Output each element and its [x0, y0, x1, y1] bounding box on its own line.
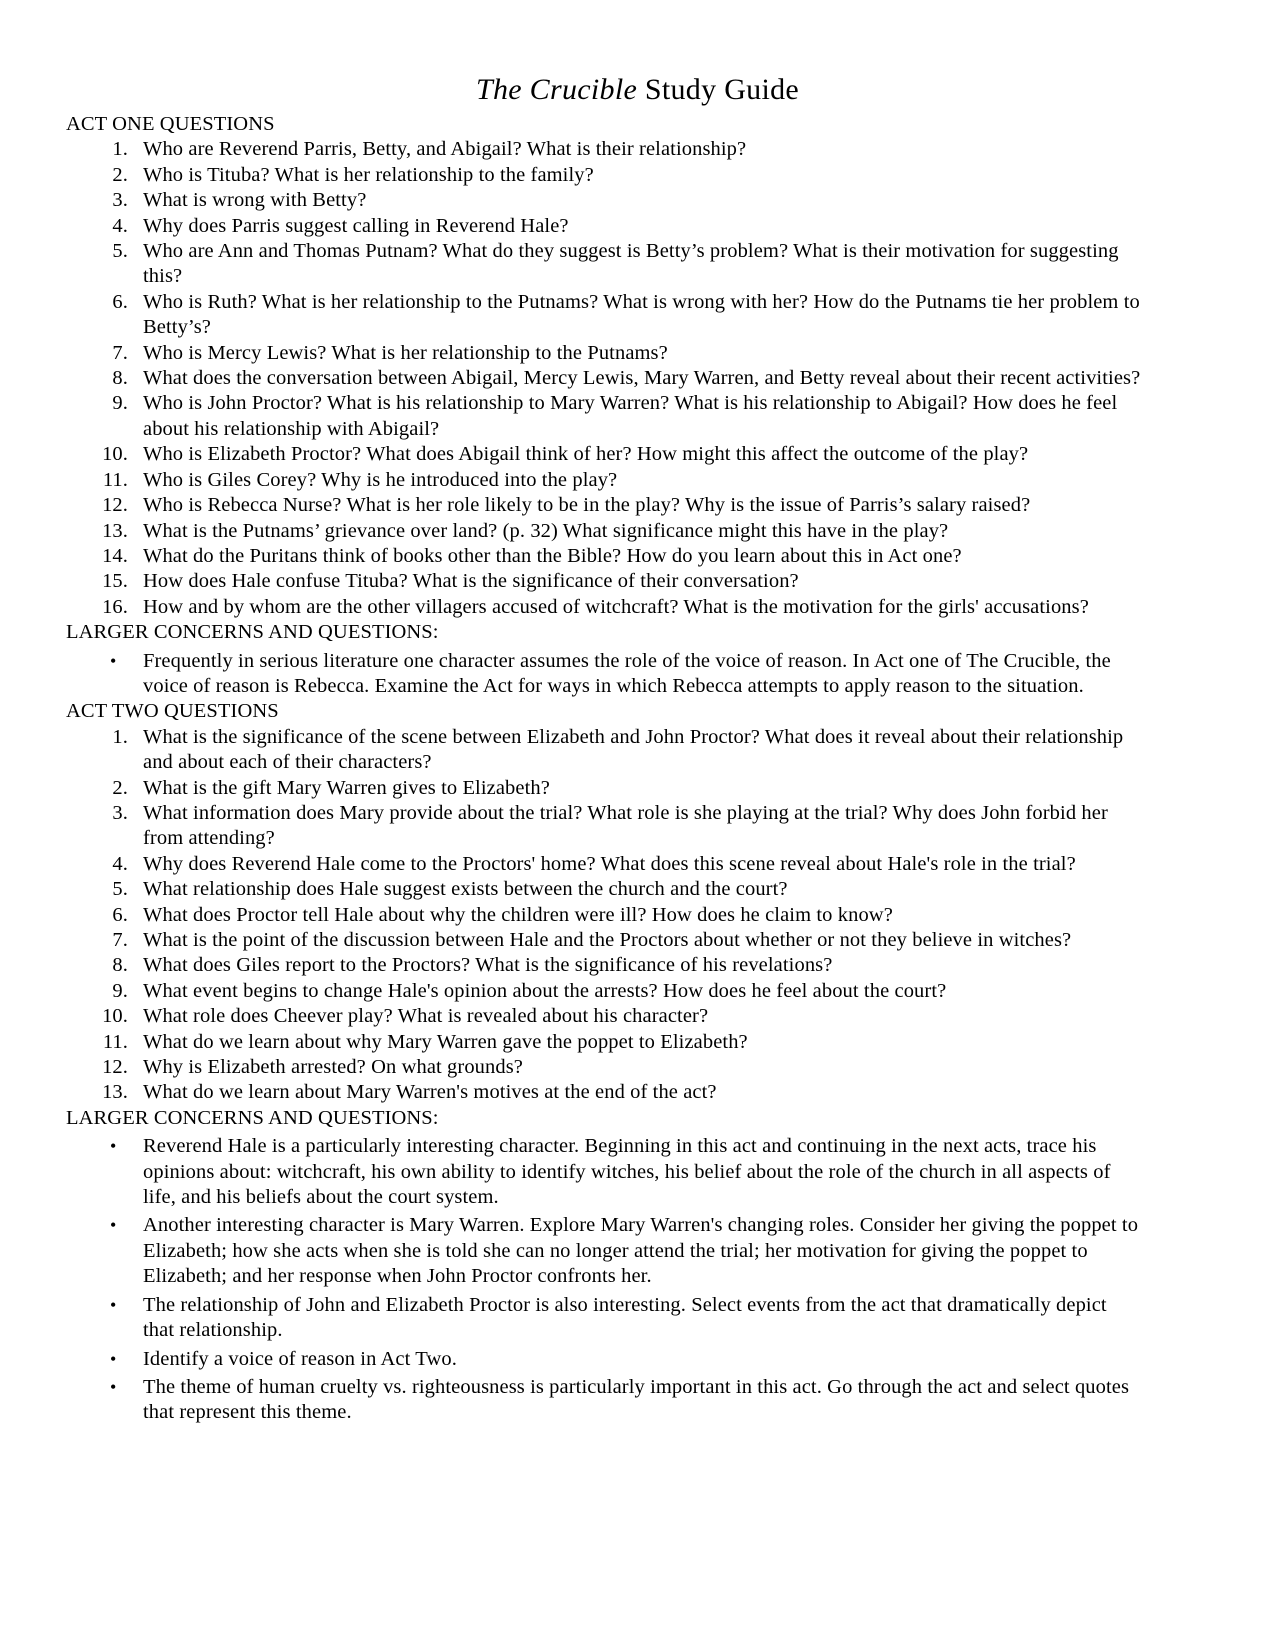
bullet-item: [66, 1293, 1142, 1344]
section-heading: ACT ONE QUESTIONS: [66, 113, 275, 135]
item-number: 4.: [112, 852, 128, 875]
question-item: [66, 239, 1142, 290]
item-text: Identify a voice of reason in Act Two.: [143, 1347, 457, 1370]
item-number: 15.: [102, 570, 128, 593]
question-item: [66, 903, 1142, 928]
item-number: 3.: [112, 189, 128, 212]
item-number: 4.: [112, 214, 128, 237]
item-text: What is the significance of the scene between Elizabeth and John Proctor? What does it reveal about their relationship and about each of their characters?: [143, 725, 1124, 774]
document-title: [0, 70, 1275, 110]
item-text: Why does Parris suggest calling in Reverend Hale?: [143, 214, 569, 237]
item-text: Who is Giles Corey? Why is he introduced into the play?: [143, 468, 618, 491]
item-number: 12.: [102, 494, 128, 517]
item-text: What is the point of the discussion between Hale and the Proctors about whether or not they believe in witches?: [143, 929, 1072, 951]
question-item: [66, 163, 1142, 188]
section-heading: ACT TWO QUESTIONS: [66, 700, 279, 723]
numbered-question-list: [66, 137, 1142, 620]
item-number: 5.: [112, 240, 128, 263]
question-item: [66, 953, 1142, 978]
item-number: 5.: [112, 878, 128, 901]
item-number: 1.: [112, 138, 128, 161]
item-text: What event begins to change Hale's opinion about the arrests? How does he feel about the court?: [143, 979, 947, 1002]
bullet-item: [66, 1375, 1142, 1426]
question-item: [66, 468, 1142, 493]
section-heading: LARGER CONCERNS AND QUESTIONS:: [66, 621, 439, 644]
item-text: How does Hale confuse Tituba? What is the significance of their conversation?: [143, 570, 799, 593]
question-item: [66, 519, 1142, 544]
item-text: Another interesting character is Mary Warren. Explore Mary Warren's changing roles. Consider her giving the poppet to Elizabeth; how she acts when she is told she can no longer attend the trial; her motivation for giving the poppet to Elizabeth; and her response when John Proctor confronts her.: [143, 1214, 1139, 1288]
item-text: The relationship of John and Elizabeth Proctor is also interesting. Select events from the act that dramatically depict that relationship.: [143, 1293, 1107, 1342]
document-body: [66, 112, 1142, 1426]
item-number: 11.: [102, 468, 128, 491]
item-number: 14.: [102, 544, 128, 567]
question-item: [66, 188, 1142, 213]
item-text: What do we learn about why Mary Warren gave the poppet to Elizabeth?: [143, 1030, 748, 1053]
item-number: 13.: [102, 519, 128, 542]
item-text: What do we learn about Mary Warren's motives at the end of the act?: [143, 1081, 717, 1104]
question-item: [66, 391, 1142, 442]
item-text: The theme of human cruelty vs. righteousness is particularly important in this act. Go through the act and select quotes that represent this theme.: [143, 1375, 1130, 1424]
question-item: [66, 1030, 1142, 1055]
item-text: Who is Tituba? What is her relationship to the family?: [143, 163, 594, 186]
title-suffix: Study Guide: [637, 73, 800, 106]
item-text: Who are Ann and Thomas Putnam? What do they suggest is Betty’s problem? What is their motivation for suggesting this?: [143, 240, 1119, 288]
bullet-icon: •: [110, 650, 117, 671]
question-item: [66, 493, 1142, 518]
bullet-icon: •: [110, 1215, 117, 1236]
bulleted-concern-list: [66, 649, 1142, 700]
item-text: What does Giles report to the Proctors? What is the significance of his revelations?: [143, 954, 833, 977]
item-number: 9.: [112, 392, 128, 415]
question-item: [66, 442, 1142, 467]
question-item: [66, 877, 1142, 902]
bullet-item: [66, 649, 1142, 700]
item-text: Who is Ruth? What is her relationship to the Putnams? What is wrong with her? How do the Putnams tie her problem to Betty’s?: [143, 290, 1140, 339]
question-item: [66, 214, 1142, 239]
item-text: What is the gift Mary Warren gives to Elizabeth?: [143, 776, 550, 799]
question-item: [66, 366, 1142, 391]
bullet-item: [66, 1213, 1142, 1289]
item-text: Who are Reverend Parris, Betty, and Abigail? What is their relationship?: [143, 138, 747, 161]
question-item: [66, 801, 1142, 852]
bulleted-concern-list: [66, 1134, 1142, 1425]
bullet-item: [66, 1347, 1142, 1372]
item-number: 2.: [112, 163, 128, 186]
question-item: [66, 290, 1142, 341]
item-number: 7.: [112, 341, 128, 364]
item-text: What is wrong with Betty?: [143, 189, 367, 212]
item-number: 9.: [112, 979, 128, 1002]
question-item: [66, 725, 1142, 776]
question-item: [66, 137, 1142, 162]
item-number: 7.: [112, 929, 128, 951]
item-number: 3.: [112, 801, 128, 824]
bullet-icon: •: [110, 1376, 117, 1397]
item-number: 10.: [102, 1005, 128, 1028]
item-number: 16.: [102, 595, 128, 618]
bullet-icon: •: [110, 1136, 117, 1157]
item-text: What is the Putnams’ grievance over land? (p. 32) What significance might this have in the play?: [143, 519, 949, 542]
question-item: [66, 544, 1142, 569]
item-text: Why is Elizabeth arrested? On what grounds?: [143, 1056, 524, 1079]
question-item: [66, 776, 1142, 801]
item-number: 11.: [102, 1030, 128, 1053]
item-text: What role does Cheever play? What is revealed about his character?: [143, 1005, 709, 1028]
question-item: [66, 341, 1142, 366]
item-number: 12.: [102, 1056, 128, 1079]
bullet-icon: •: [110, 1294, 117, 1315]
item-text: Reverend Hale is a particularly interesting character. Beginning in this act and continuing in the next acts, trace his opinions about: witchcraft, his own ability to identify witches, his belief about the role of the church in all aspects of life, and his beliefs about the court system.: [143, 1135, 1111, 1209]
item-text: Frequently in serious literature one character assumes the role of the voice of reason. In Act one of The Crucible, the voice of reason is Rebecca. Examine the Act for ways in which Rebecca attempts to apply reason to the situation.: [143, 649, 1111, 697]
question-item: [66, 979, 1142, 1004]
question-item: [66, 1004, 1142, 1029]
item-text: What information does Mary provide about the trial? What role is she playing at the trial? Why does John forbid her from attending?: [143, 801, 1108, 850]
bullet-item: [66, 1134, 1142, 1210]
item-text: What does Proctor tell Hale about why the children were ill? How does he claim to know?: [143, 903, 893, 926]
item-text: What relationship does Hale suggest exists between the church and the court?: [143, 878, 788, 901]
section-heading: LARGER CONCERNS AND QUESTIONS:: [66, 1106, 439, 1129]
question-item: [66, 852, 1142, 877]
item-text: Who is Mercy Lewis? What is her relationship to the Putnams?: [143, 341, 668, 364]
item-text: Who is Rebecca Nurse? What is her role likely to be in the play? Why is the issue of Parris’s salary raised?: [143, 494, 1031, 517]
item-number: 8.: [112, 954, 128, 977]
item-number: 13.: [102, 1081, 128, 1104]
bullet-icon: •: [110, 1348, 117, 1369]
question-item: [66, 595, 1142, 620]
item-text: How and by whom are the other villagers accused of witchcraft? What is the motivation for the girls' accusations?: [143, 595, 1089, 618]
question-item: [66, 1080, 1142, 1105]
item-text: Who is Elizabeth Proctor? What does Abigail think of her? How might this affect the outcome of the play?: [143, 443, 1029, 466]
item-number: 10.: [102, 443, 128, 466]
question-item: [66, 1055, 1142, 1080]
item-number: 6.: [112, 290, 128, 313]
item-text: What does the conversation between Abigail, Mercy Lewis, Mary Warren, and Betty reveal about their recent activities?: [143, 367, 1141, 390]
question-item: [66, 569, 1142, 594]
item-number: 1.: [112, 725, 128, 748]
item-number: 6.: [112, 903, 128, 926]
numbered-question-list: [66, 725, 1142, 1106]
item-text: Why does Reverend Hale come to the Proctors' home? What does this scene reveal about Hale's role in the trial?: [143, 852, 1076, 875]
title-book-name: The Crucible: [475, 73, 638, 106]
item-number: 2.: [112, 776, 128, 799]
item-text: What do the Puritans think of books other than the Bible? How do you learn about this in Act one?: [143, 544, 962, 567]
item-text: Who is John Proctor? What is his relationship to Mary Warren? What is his relationship to Abigail? How does he feel about his relationship with Abigail?: [143, 392, 1118, 440]
item-number: 8.: [112, 367, 128, 390]
question-item: [66, 928, 1142, 953]
